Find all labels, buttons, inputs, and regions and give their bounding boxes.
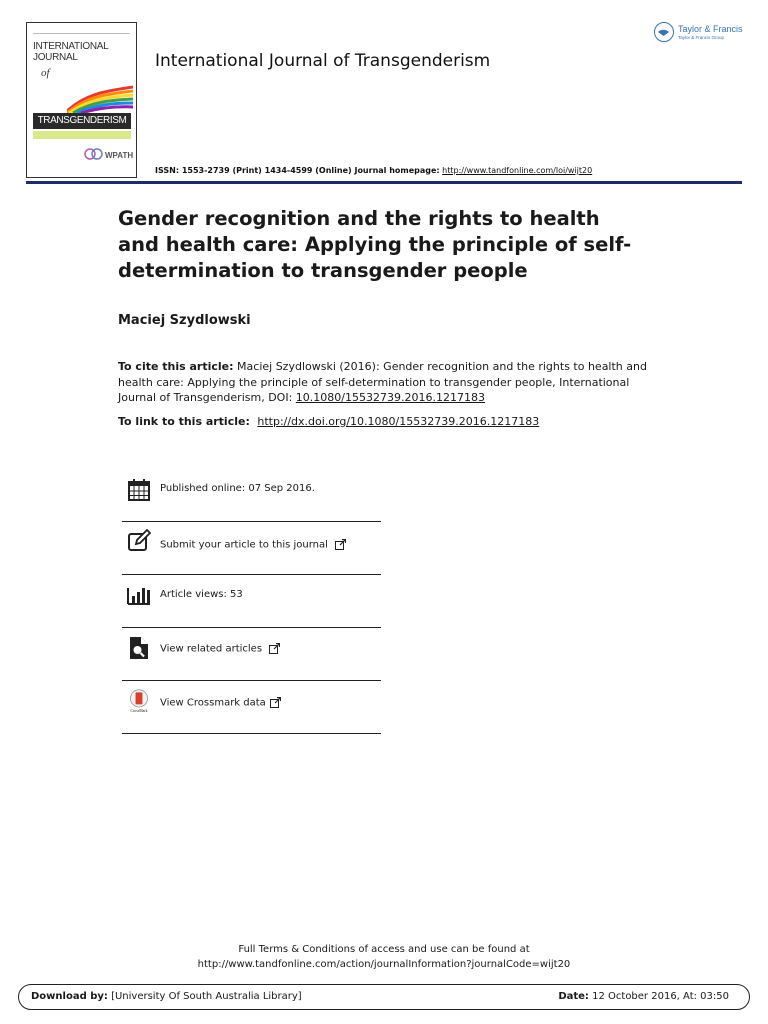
download-by bbox=[31, 991, 302, 1002]
cover-wpath-logo: WPATH bbox=[105, 151, 134, 160]
download-by-label: Download by: bbox=[31, 991, 108, 1002]
article-title-line2: and health care: Applying the principle of self- bbox=[118, 233, 632, 256]
journal-title[interactable]: International Journal of Transgenderism bbox=[155, 51, 491, 71]
article-author: Maciej Szydlowski bbox=[118, 313, 251, 328]
cite-label: To cite this article: bbox=[118, 360, 234, 373]
cover-title-line1: INTERNATIONAL bbox=[33, 41, 109, 52]
download-date bbox=[558, 991, 729, 1002]
issn-text: ISSN: 1553-2739 (Print) 1434-4599 (Online) Journal homepage: bbox=[155, 166, 440, 175]
crossmark-icon bbox=[127, 689, 151, 713]
download-date-label: Date: bbox=[558, 991, 589, 1002]
journal-cover-image bbox=[26, 22, 137, 178]
crossmark-label: View Crossmark data bbox=[160, 697, 266, 709]
external-link-icon bbox=[270, 697, 281, 708]
cover-band: TRANSGENDERISM bbox=[33, 113, 131, 129]
download-by-value: [University Of South Australia Library] bbox=[111, 991, 302, 1002]
cover-title bbox=[33, 41, 108, 63]
cover-of: of bbox=[41, 67, 50, 79]
info-divider bbox=[122, 733, 381, 734]
cover-title-line2: JOURNAL bbox=[33, 52, 78, 63]
terms-url-link[interactable]: http://www.tandfonline.com/action/journalInformation?journalCode=wijt20 bbox=[197, 959, 571, 970]
publisher-logo-icon bbox=[654, 22, 674, 42]
external-link-icon bbox=[335, 539, 346, 550]
published-online-item bbox=[122, 470, 381, 522]
document-search-icon bbox=[127, 636, 151, 660]
download-date-value: 12 October 2016, At: 03:50 bbox=[592, 991, 729, 1002]
cite-text: Maciej Szydlowski (2016): Gender recognition and the rights to health and health care: Applying the principle of self-determination to transgender people, International Journal of Transgenderism, DOI: bbox=[118, 360, 647, 404]
publisher-logo[interactable] bbox=[654, 22, 754, 48]
related-articles-label: View related articles bbox=[160, 643, 263, 655]
crossmark-text[interactable] bbox=[160, 697, 281, 709]
cite-doi-link[interactable]: 10.1080/15532739.2016.1217183 bbox=[295, 391, 485, 404]
publisher-name: Taylor & Francis bbox=[678, 24, 743, 34]
cover-header-line bbox=[33, 29, 130, 34]
article-title-line1: Gender recognition and the rights to health bbox=[118, 207, 600, 230]
related-articles-text[interactable] bbox=[160, 643, 280, 655]
crossmark-caption: CrossMark bbox=[130, 709, 148, 713]
journal-homepage-link[interactable]: http://www.tandfonline.com/loi/wijt20 bbox=[442, 166, 593, 175]
link-label: To link to this article: bbox=[118, 415, 250, 428]
publisher-group: Taylor & Francis Group bbox=[678, 35, 725, 40]
submit-article-text[interactable] bbox=[160, 539, 346, 551]
issn-line bbox=[155, 166, 592, 175]
article-link-line bbox=[118, 415, 539, 428]
article-views-item bbox=[122, 575, 381, 627]
cover-subtitle-strip bbox=[33, 131, 131, 139]
crossmark-item[interactable] bbox=[122, 681, 381, 733]
submit-article-item[interactable] bbox=[122, 522, 381, 574]
edit-icon bbox=[127, 529, 151, 553]
download-info-bar bbox=[18, 984, 750, 1010]
terms-notice bbox=[0, 942, 768, 972]
header-divider bbox=[26, 181, 742, 184]
article-doi-link[interactable]: http://dx.doi.org/10.1080/15532739.2016.1217183 bbox=[257, 415, 540, 428]
article-title-line3: determination to transgender people bbox=[118, 259, 528, 282]
published-online-text: Published online: 07 Sep 2016. bbox=[160, 483, 315, 494]
terms-line1: Full Terms & Conditions of access and use can be found at bbox=[238, 944, 530, 955]
external-link-icon bbox=[269, 643, 280, 654]
related-articles-item[interactable] bbox=[122, 628, 381, 680]
cover-rainbow-graphic bbox=[67, 83, 133, 113]
cover-symbol-icon bbox=[83, 145, 105, 163]
article-views-text: Article views: 53 bbox=[160, 589, 243, 600]
calendar-icon bbox=[127, 478, 151, 502]
submit-article-label: Submit your article to this journal bbox=[160, 539, 328, 551]
citation-block bbox=[118, 359, 650, 406]
bar-chart-icon bbox=[127, 582, 151, 606]
article-title bbox=[118, 206, 638, 284]
